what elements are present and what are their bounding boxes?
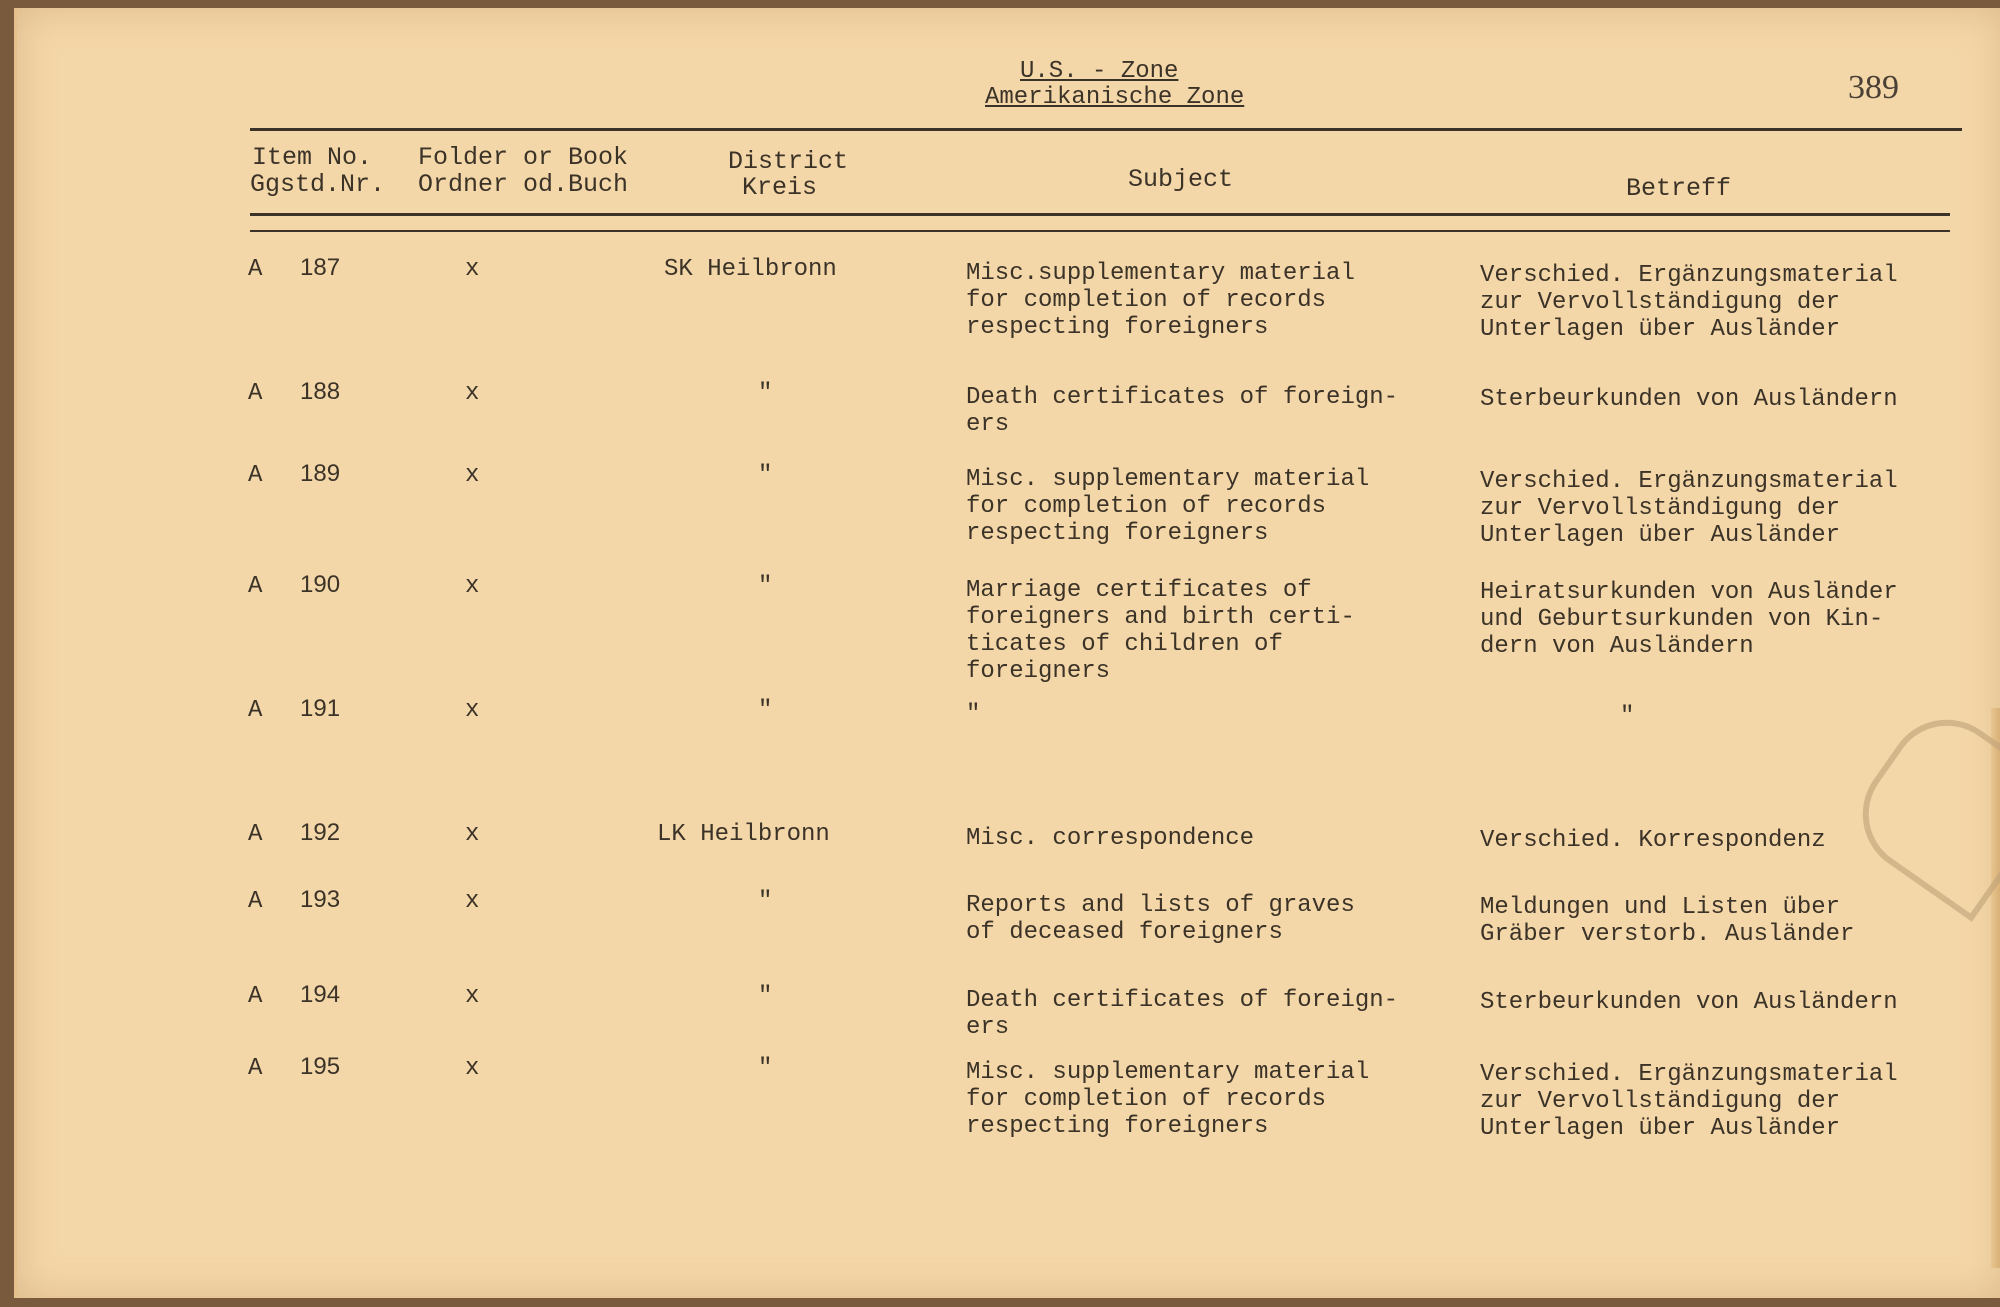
item-number: 190 — [300, 571, 341, 598]
item-letter: A — [248, 821, 263, 848]
col-item-en: Item No. — [252, 143, 373, 172]
folder-mark: x — [465, 1055, 480, 1082]
subject: Marriage certificates of foreigners and birth certi- ticates of children of foreigners — [966, 577, 1355, 685]
district: " — [758, 983, 773, 1010]
folder-mark: x — [465, 821, 480, 848]
col-subject: Subject — [1128, 165, 1234, 194]
subject: Death certificates of foreign- ers — [966, 384, 1399, 438]
folder-mark: x — [465, 380, 480, 407]
district: SK Heilbronn — [664, 256, 837, 283]
betreff: Verschied. Korrespondenz — [1480, 827, 1826, 854]
folder-mark: x — [465, 256, 480, 283]
folder-mark: x — [465, 573, 480, 600]
col-betreff: Betreff — [1626, 174, 1732, 203]
betreff: Meldungen und Listen über Gräber verstorb. Ausländer — [1480, 894, 1855, 948]
folder-mark: x — [465, 462, 480, 489]
subject: Misc. supplementary material for completion of records respecting foreigners — [966, 466, 1370, 547]
subject: Misc.supplementary material for completion of records respecting foreigners — [966, 260, 1355, 341]
item-letter: A — [248, 380, 263, 407]
col-folder-de: Ordner od.Buch — [418, 170, 629, 199]
district: LK Heilbronn — [657, 821, 830, 848]
subject: " — [966, 701, 981, 728]
item-letter: A — [248, 888, 263, 915]
header-bottom-rule — [250, 213, 1950, 216]
item-number: 187 — [300, 254, 341, 281]
betreff: Heiratsurkunden von Ausländer und Geburtsurkunden von Kin- dern von Ausländern — [1480, 579, 1898, 660]
betreff: Verschied. Ergänzungsmaterial zur Vervollständigung der Unterlagen über Ausländer — [1480, 468, 1898, 549]
betreff: Verschied. Ergänzungsmaterial zur Vervollständigung der Unterlagen über Ausländer — [1480, 262, 1898, 343]
district: " — [758, 888, 773, 915]
item-letter: A — [248, 1055, 263, 1082]
item-number: 188 — [300, 378, 341, 405]
item-letter: A — [248, 462, 263, 489]
district: " — [758, 573, 773, 600]
item-letter: A — [248, 256, 263, 283]
paper-clip — [1839, 696, 2000, 922]
subject: Reports and lists of graves of deceased foreigners — [966, 892, 1355, 946]
subject: Misc. correspondence — [966, 825, 1255, 852]
col-folder-en: Folder or Book — [418, 143, 629, 172]
item-number: 193 — [300, 886, 341, 913]
betreff: Verschied. Ergänzungsmaterial zur Vervollständigung der Unterlagen über Ausländer — [1480, 1061, 1898, 1142]
item-number: 189 — [300, 460, 341, 487]
district: " — [758, 1055, 773, 1082]
col-district-de: Kreis — [742, 173, 818, 202]
subject: Misc. supplementary material for completion of records respecting foreigners — [966, 1059, 1370, 1140]
item-number: 195 — [300, 1053, 341, 1080]
item-number: 194 — [300, 981, 341, 1008]
folder-mark: x — [465, 697, 480, 724]
folder-mark: x — [465, 888, 480, 915]
betreff: Sterbeurkunden von Ausländern — [1480, 386, 1898, 413]
item-number: 192 — [300, 819, 341, 846]
district: " — [758, 697, 773, 724]
betreff: " — [1620, 703, 1635, 730]
district: " — [758, 462, 773, 489]
col-item-de: Ggstd.Nr. — [250, 170, 386, 199]
subject: Death certificates of foreign- ers — [966, 987, 1399, 1041]
folder-mark: x — [465, 983, 480, 1010]
item-letter: A — [248, 983, 263, 1010]
item-letter: A — [248, 573, 263, 600]
item-number: 191 — [300, 695, 341, 722]
zone-title-en: U.S. - Zone — [1020, 58, 1179, 85]
header-top-rule — [250, 128, 1962, 131]
col-district-en: District — [728, 147, 849, 176]
district: " — [758, 380, 773, 407]
zone-title-de: Amerikanische Zone — [985, 84, 1245, 111]
betreff: Sterbeurkunden von Ausländern — [1480, 989, 1898, 1016]
item-letter: A — [248, 697, 263, 724]
header-second-rule — [250, 230, 1950, 232]
page-number: 389 — [1848, 69, 1899, 106]
